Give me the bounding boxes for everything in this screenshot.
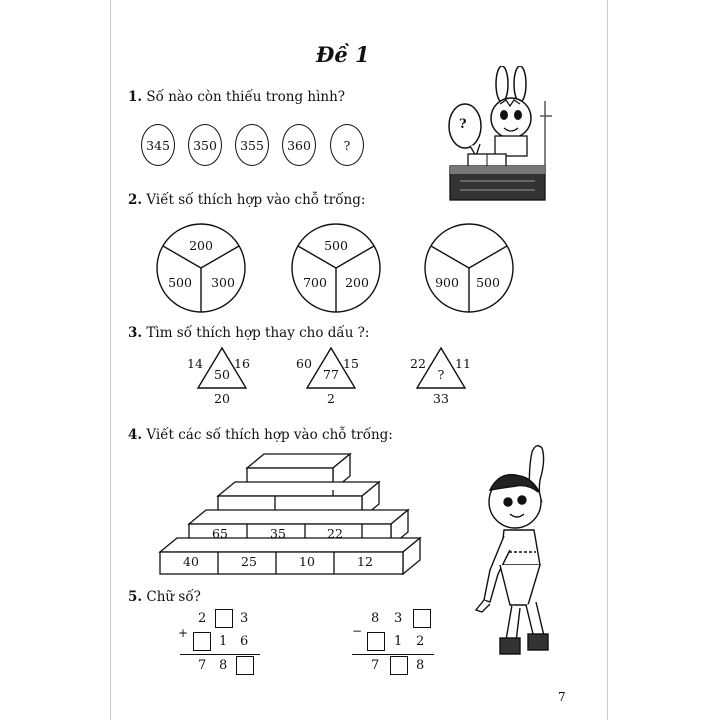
sequence-oval: 360 <box>282 124 316 166</box>
question-5-text: Chữ số? <box>146 589 201 605</box>
triangle-3-center-missing: ? <box>437 367 445 382</box>
question-5-prompt <box>128 589 201 605</box>
triangle-1-bottom: 20 <box>214 391 230 406</box>
circle-1-top-value: 200 <box>189 238 213 253</box>
p2-digit: 2 <box>416 634 425 649</box>
question-1-prompt <box>128 89 345 105</box>
page-title: Đề 1 <box>316 42 370 67</box>
triangle-2-left: 60 <box>296 356 312 371</box>
brick-row4-cell: 40 <box>183 554 199 569</box>
triangle-2-bottom: 2 <box>327 391 335 406</box>
circle-3-right-value: 500 <box>476 275 500 290</box>
question-4-number: 4. <box>128 427 143 443</box>
triangle-2-right: 15 <box>343 356 359 371</box>
question-3-prompt <box>128 325 369 341</box>
circle-diagram-2 <box>290 222 382 314</box>
boy-illustration <box>470 440 570 665</box>
triangle-1-left: 14 <box>187 356 203 371</box>
circle-diagram-1 <box>155 222 247 314</box>
p2-difference-line <box>352 654 434 655</box>
bunny-illustration <box>440 66 555 206</box>
question-3-text: Tìm số thích hợp thay cho dấu ?: <box>146 325 370 341</box>
triangle-2-center: 77 <box>323 367 339 382</box>
p1-blank-box[interactable] <box>236 656 254 675</box>
p1-blank-box[interactable] <box>193 632 211 651</box>
brick-row3-cell: 22 <box>327 526 343 541</box>
sequence-oval: 350 <box>188 124 222 166</box>
p1-blank-box[interactable] <box>215 609 233 628</box>
p2-digit: 3 <box>394 611 403 626</box>
question-2-number: 2. <box>128 192 143 208</box>
p1-sum-line <box>180 654 260 655</box>
p2-digit: 8 <box>371 611 380 626</box>
brick-row4-cell: 12 <box>357 554 373 569</box>
p1-digit: 3 <box>240 611 249 626</box>
triangle-1-center: 50 <box>214 367 230 382</box>
brick-row3-cell: 65 <box>212 526 228 541</box>
circle-3-left-value: 900 <box>435 275 459 290</box>
p2-blank-box[interactable] <box>413 609 431 628</box>
triangle-3-right: 11 <box>455 356 471 371</box>
sequence-oval: 355 <box>235 124 269 166</box>
triangle-3-bottom: 33 <box>433 391 449 406</box>
p2-blank-box[interactable] <box>367 632 385 651</box>
brick-row3-cell: 35 <box>270 526 286 541</box>
p1-digit: 7 <box>198 658 207 673</box>
page-number: 7 <box>558 690 566 704</box>
question-4-text: Viết các số thích hợp vào chỗ trống: <box>146 427 393 443</box>
p1-digit: 1 <box>219 634 228 649</box>
circle-2-left-value: 700 <box>303 275 327 290</box>
p1-digit: 6 <box>240 634 249 649</box>
p2-digit: 1 <box>394 634 403 649</box>
triangle-1-right: 16 <box>234 356 250 371</box>
p2-operator: − <box>352 624 363 638</box>
question-3-number: 3. <box>128 325 143 341</box>
p2-digit: 7 <box>371 658 380 673</box>
sequence-oval: 345 <box>141 124 175 166</box>
circle-diagram-3 <box>423 222 515 314</box>
triangle-3-left: 22 <box>410 356 426 371</box>
question-4-prompt <box>128 427 393 443</box>
p1-digit: 2 <box>198 611 207 626</box>
question-2-text: Viết số thích hợp vào chỗ trống: <box>146 192 366 208</box>
bunny-question-mark: ? <box>459 117 467 132</box>
question-2-prompt <box>128 192 365 208</box>
question-5-number: 5. <box>128 589 143 605</box>
circle-2-top-value: 500 <box>324 238 348 253</box>
p2-blank-box[interactable] <box>390 656 408 675</box>
p2-digit: 8 <box>416 658 425 673</box>
p1-digit: 8 <box>219 658 228 673</box>
brick-row4-cell: 25 <box>241 554 257 569</box>
p1-operator: + <box>178 626 189 640</box>
circle-2-right-value: 200 <box>345 275 369 290</box>
brick-row4-cell: 10 <box>299 554 315 569</box>
question-1-number: 1. <box>128 89 143 105</box>
circle-1-right-value: 300 <box>211 275 235 290</box>
sequence-oval-missing: ? <box>330 124 364 166</box>
circle-1-left-value: 500 <box>168 275 192 290</box>
question-1-text: Số nào còn thiếu trong hình? <box>146 89 346 105</box>
